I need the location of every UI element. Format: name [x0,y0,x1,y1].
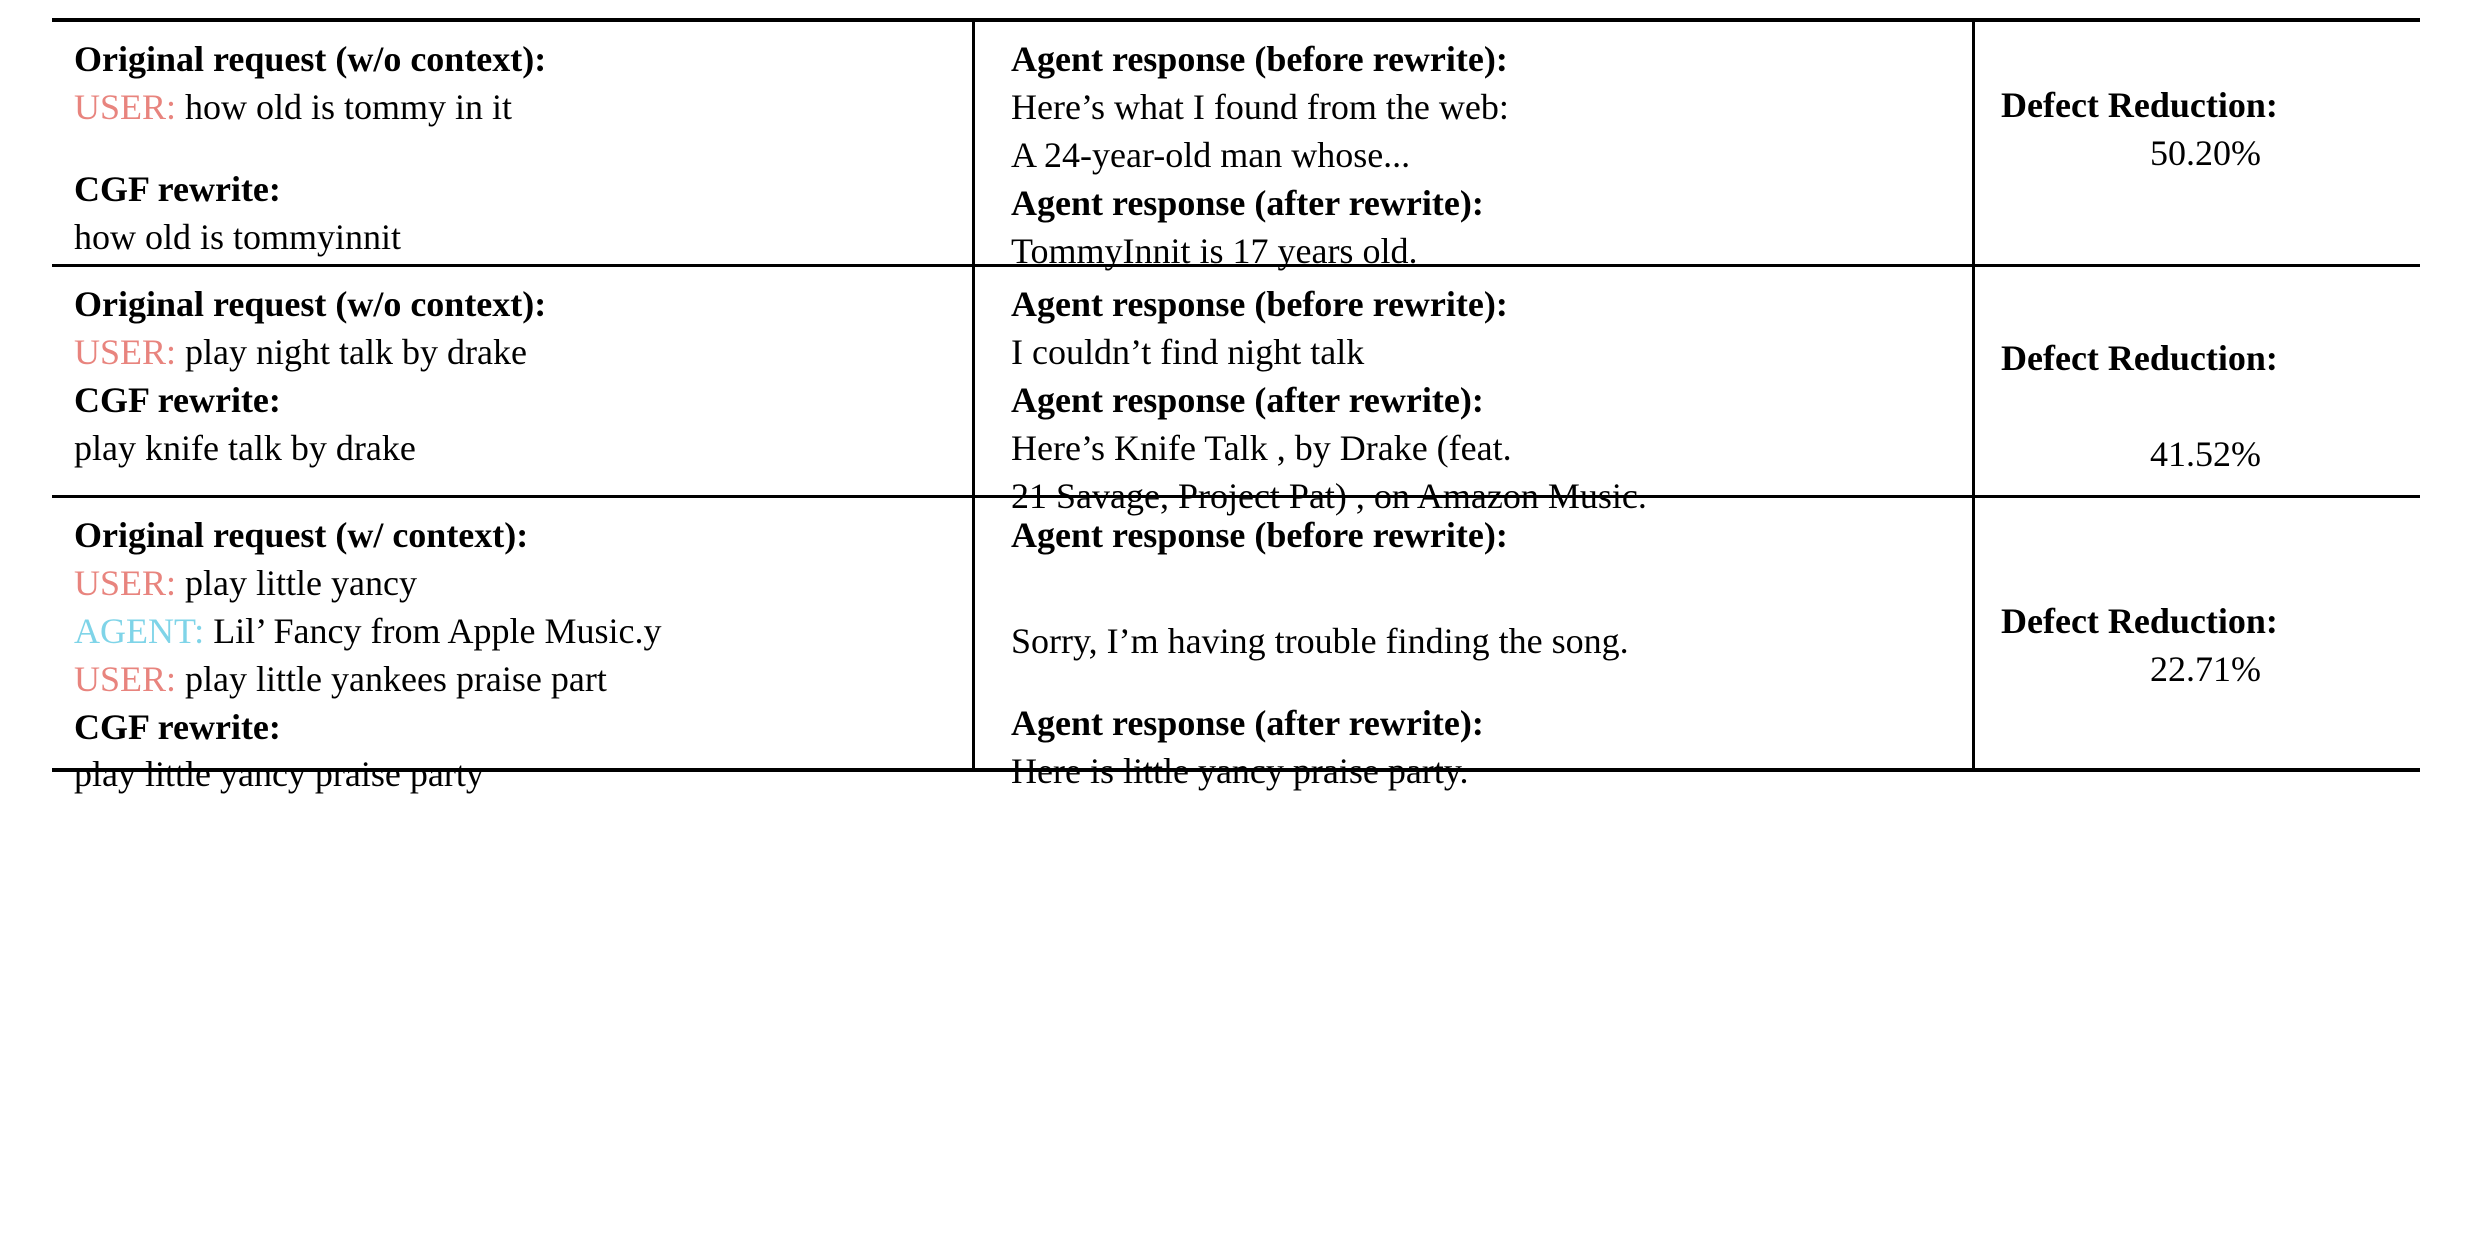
row2-cgf-rewrite-text: play knife talk by drake [74,427,416,468]
row3-before-header: Agent response (before rewrite): [1011,515,1508,555]
row1-defect-reduction-value: 50.20% [2150,132,2261,173]
speaker-label-user: USER: [74,562,177,603]
row3-defect-reduction-cell [1972,497,2420,771]
row1-before-line-1: Here’s what I found from the web: [1011,86,1509,127]
row3-defect-reduction-value: 22.71% [2150,648,2261,689]
row2-before-header: Agent response (before rewrite): [1011,284,1508,324]
row1-before-header: Agent response (before rewrite): [1011,39,1508,79]
spacer [1011,666,1952,700]
row1-cgf-rewrite-text: how old is tommyinnit [74,216,402,257]
row2-after-line-2: 21 Savage, Project Pat) , on Amazon Music. [1011,475,1647,516]
examples-table [52,18,2420,795]
turn-text: play night talk by drake [176,331,527,372]
turn-text: how old is tommy in it [176,86,513,127]
row3-defect-reduction-label: Defect Reduction: [2001,601,2278,641]
speaker-label-user: USER: [74,331,177,372]
table-row [52,20,2420,266]
row1-before-line-2: A 24-year-old man whose... [1011,134,1411,175]
row3-turn-2 [74,608,952,656]
row3-before-line-1: Sorry, I’m having trouble finding the song. [1011,620,1629,661]
speaker-label-agent: AGENT: [74,610,205,651]
row1-after-line-1: TommyInnit is 17 years old. [1011,230,1418,271]
row3-turn-3 [74,656,952,704]
row2-defect-reduction-value: 41.52% [2150,433,2261,474]
row1-defect-reduction-label: Defect Reduction: [2001,85,2278,125]
spacer [74,132,952,166]
speaker-label-user: USER: [74,658,177,699]
row2-agent-response-cell [972,266,1972,516]
row1-after-header: Agent response (after rewrite): [1011,182,1484,223]
row3-cgf-rewrite-header: CGF rewrite: [74,706,281,747]
turn-text: Lil’ Fancy from Apple Music.y [204,610,662,651]
row1-original-request-cell [52,20,972,266]
row2-cgf-rewrite-header: CGF rewrite: [74,379,281,420]
row3-cgf-rewrite-text: play little yancy praise party [74,754,484,795]
row1-cgf-rewrite-header: CGF rewrite: [74,168,281,209]
turn-text: play little yankees praise part [176,658,607,699]
row3-after-header: Agent response (after rewrite): [1011,702,1484,743]
row1-turn-1 [74,84,952,132]
row1-agent-response-cell [972,20,1972,271]
row2-before-line-1: I couldn’t find night talk [1011,331,1365,372]
row3-agent-response-cell [972,497,1972,791]
row3-original-request-header: Original request (w/ context): [74,515,529,555]
row1-original-request-header: Original request (w/o context): [74,39,547,79]
row3-turn-1 [74,560,952,608]
spacer [1011,560,1952,618]
row2-after-line-1: Here’s Knife Talk , by Drake (feat. [1011,427,1512,468]
row2-after-header: Agent response (after rewrite): [1011,379,1484,420]
table-row [52,266,2420,497]
turn-text: play little yancy [176,562,417,603]
speaker-label-user: USER: [74,86,177,127]
row2-turn-1 [74,329,952,377]
row2-original-request-header: Original request (w/o context): [74,284,547,324]
table-row [52,497,2420,771]
row2-defect-reduction-cell [1972,266,2420,497]
row3-after-line-1: Here is little yancy praise party. [1011,750,1469,791]
row2-original-request-cell [52,266,972,497]
row2-defect-reduction-label: Defect Reduction: [2001,338,2278,378]
row3-original-request-cell [52,497,972,795]
row1-defect-reduction-cell [1972,20,2420,266]
